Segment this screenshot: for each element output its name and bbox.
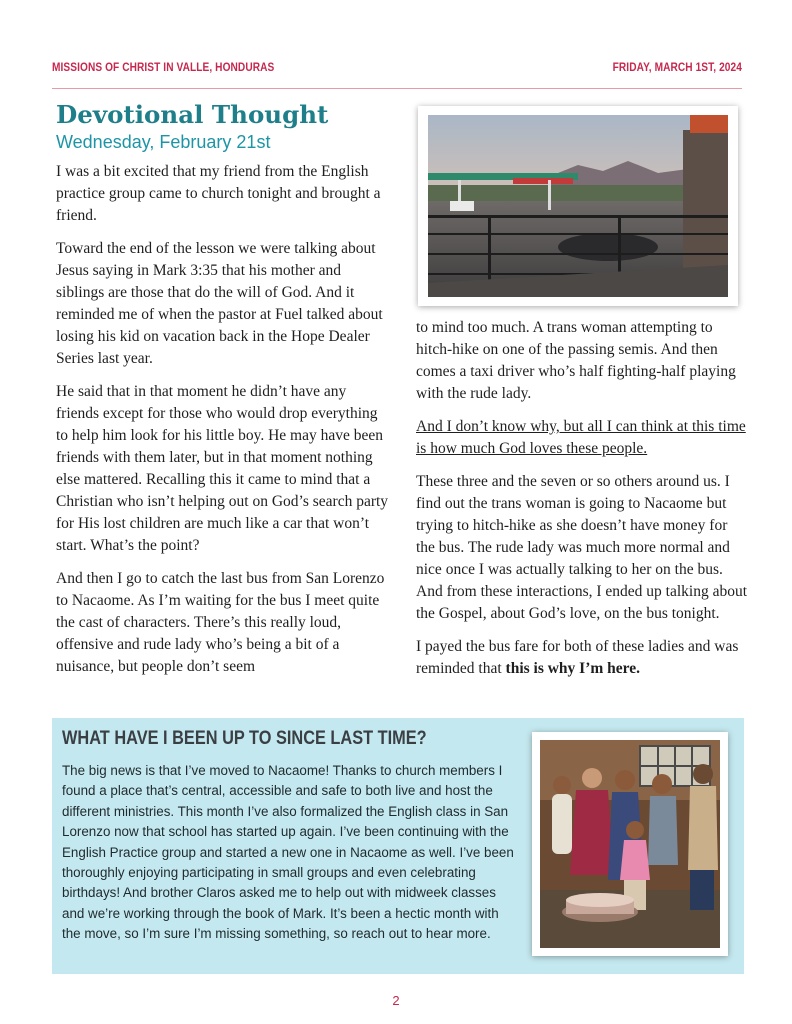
- devotional-right-column: [416, 317, 749, 691]
- update-section: [52, 718, 744, 974]
- paragraph: Toward the end of the lesson we were talking about Jesus saying in Mark 3:35 that his mother and siblings are those that do the will of God. And it reminded me of when the pastor at Fuel talked about losing his kid on vacation back in the Hope Dealer Series last year.: [56, 240, 383, 367]
- header-date: FRIDAY, MARCH 1ST, 2024: [612, 62, 742, 74]
- paragraph: And then I go to catch the last bus from San Lorenzo to Nacaome. As I’m waiting for the bus I meet quite the cast of characters. There’s this really loud, offensive and rude lady who’s being a bit of a nuisance, but people don’t seem: [56, 570, 385, 675]
- page-number: 2: [392, 993, 400, 1008]
- closing-emphasis: this is why I’m here.: [505, 660, 641, 677]
- paragraph: to mind too much. A trans woman attempting to hitch-hike on one of the passing semis. And then comes a taxi driver who’s half fighting-half playing with the rude lady.: [416, 319, 736, 402]
- devotional-left-column: [56, 161, 392, 689]
- bus-station-photo: [418, 106, 738, 306]
- header-organization: MISSIONS OF CHRIST IN VALLE, HONDURAS: [52, 62, 275, 74]
- paragraph: These three and the seven or so others around us. I find out the trans woman is going to Nacaome but trying to hitch-hike as she doesn’t have money for the bus. The rude lady was much more normal and nice once I was actually talking to her on the bus. And from these interactions, I ended up talking about the Gospel, about God’s love, on the bus tonight.: [416, 473, 748, 622]
- highlighted-paragraph: And I don’t know why, but all I can think at this time is how much God loves these people.: [416, 418, 746, 457]
- closing-text: I payed the bus fare for both of these ladies and was reminded that: [416, 638, 739, 677]
- paragraph: I was a bit excited that my friend from the English practice group came to church tonight and brought a friend.: [56, 163, 381, 224]
- update-body: The big news is that I’ve moved to Nacaome! Thanks to church members I found a place that’s central, accessible and safe to both live and host the different ministries. This month I’ve also formalized the English class in San Lorenzo now that school has started up again. I’ve been continuing with the English Practice group and started a new one in Nacaome as well. I’ve been thoroughly enjoying participating in small groups and even celebrating birthdays! And brother Claros asked me to help out with midweek classes and we’re working through the book of Mark. It’s been a hectic month with the move, so I’m sure I’m missing something, so reach out to hear more.: [62, 763, 514, 942]
- birthday-group-photo: [532, 732, 728, 956]
- birthday-group-photo-image: [540, 740, 720, 948]
- page-header: [52, 62, 742, 89]
- devotional-title: Devotional Thought: [56, 100, 329, 129]
- bus-station-photo-image: [428, 115, 728, 297]
- closing-paragraph: [416, 636, 749, 680]
- devotional-date: Wednesday, February 21st: [56, 132, 271, 152]
- paragraph: He said that in that moment he didn’t have any friends except for those who would drop everything to help him look for his little boy. He may have been friends with them later, but in that moment nothing else mattered. Recalling this it came to mind that a Christian who isn’t helping out on God’s search party for His lost children are much like a car that won’t start. What’s the point?: [56, 383, 389, 554]
- update-title: WHAT HAVE I BEEN UP TO SINCE LAST TIME?: [62, 728, 427, 749]
